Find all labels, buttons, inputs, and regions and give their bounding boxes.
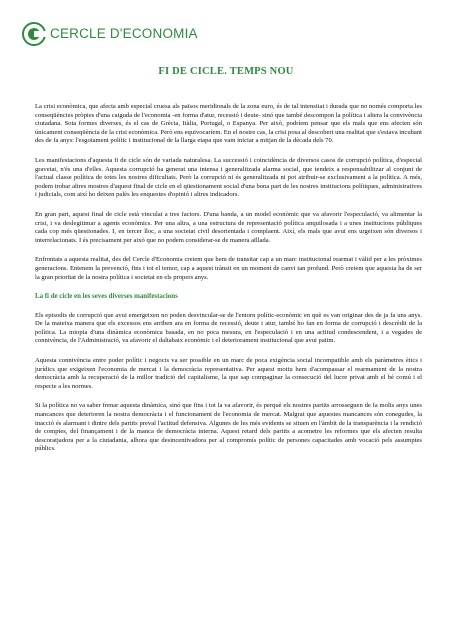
paragraph: La crisi econòmica, que afecta amb especial cruesa als països meridionals de la zona euro, és de tal intensitat i durada que no només comporta les conseqüències pròpies d'una caiguda de l'economia -en forma d'atur, recessió i deute- sinó que també descompon la política i altera la convivència ciutadana. Sota formes diverses, és el cas de Grècia, Itàlia, Portugal, o Espanya. Per això, podríem pensar que els mals que ens afecten són únicament conseqüència de la crisi econòmica. Però ens equivocaríem. En el nostre cas, la crisi posa al descobert una realitat que s'estava incubant des de fa anys: l'esgotament polític i institucional de la llarga etapa que vam iniciar a mitjan de la dècada dels 70. (35, 103, 422, 145)
paragraph: En gran part, aquest final de cicle està vinculat a tres factors. D'una banda, a un model econòmic que va afavorir l'especulació, va alimentar la crisi, i va deslegitimar a agents econòmics. Per una altra, a una estructura de representació política anquilosada i a unes institucions públiques cada cop més qüestionades. I, en tercer lloc, a una societat civil desorientada i complaent. Així, els mals que avui ens urgeixen són diversos i interrelacionats. I és precisament per això que no podem considerar-se de manera aïllada. (35, 210, 422, 244)
paragraph: Els episodis de corrupció que avui emergeixen no poden desvincular-se de l'entorn polític-econòmic en què es van originar des de ja fa uns anys. De la mateixa manera que els excessos ens arriben ara en forma de recessió, deute i atur, també ho fan en forma de corrupció i descrèdit de la política. La miopia d'una dinàmica econòmica basada, en no poca mesura, en l'especulació i en una actitud condescendent, i a vegades de connivència, de l'Administració, va afavorir el daltabaix econòmic i el deteriorament institucional que avui patim. (35, 311, 422, 345)
paragraph: Si la política no va saber frenar aquesta dinàmica, sinó que fins i tot la va afavorir, és perquè els nostres partits arrosseguen de fa molts anys unes mancances que deterioren la nostra democràcia i el funcionament de l'economia de mercat. Malgrat que aquestes mancances són conegudes, la inacció és alarmant i dintre dels partits preval l'actitud defensiva. Algunes de les més evidents se situen en l'àmbit de la transparència i la rendició de comptes, del finançament i de la manca de democràcia interna. Aquest retard dels partits a acometre les reformes que els afecten resulta descoratjadora per a la ciutadania, alhora que desincentivadora per al compromís polític de persones capacitades amb vocació pels assumptes públics. (35, 402, 422, 453)
paragraph: Aquesta connivència entre poder polític i negocis va ser possible en un marc de poca exigència social incompatible amb els paràmetres ètics i jurídics que exigeixen l'economia de mercat i la democràcia representativa. Per aquest motiu hem d'acompassar el rearmament de la nostra democràcia amb la recuperació de la millor tradició del capitalisme, la que sap compaginar la consecució del lucre privat amb el bé comú i el respecte a les normes. (35, 357, 422, 390)
logo-text: CERCLE D'ECONOMIA (50, 26, 198, 42)
paragraph: Les manifestacions d'aquesta fi de cicle són de variada naturalesa. La successió i coincidència de diversos casos de corrupció política, d'especial gravetat, n'és una d'elles. Aquesta corrupció ha generat una intensa i generalitzada alarma social, que tendeix a responsabilitzar al conjunt de l'actual classe política de totes les nostres dificultats. Però la corrupció ni és generalitzada ni pot atribuir-se exclusivament a la política. A més, podem trobar altres mostres d'aquest final de cicle en el qüestionament social d'una bona part de les nostres institucions polítiques, administratives i judicials, com així ho deixen palès les enquestes d'opinió i altres indicadors. (35, 156, 422, 199)
cercle-logo (20, 20, 198, 48)
document-body (35, 103, 422, 465)
page-title: FI DE CICLE. TEMPS NOU (158, 66, 294, 77)
section-heading: La fi de cicle en les seves diverses manifestacions (35, 293, 178, 301)
cercle-logo-icon (20, 20, 48, 48)
paragraph: Enfrontats a aquesta realitat, des del Cercle d'Economia creiem que hem de transitar cap a un marc institucional rearmat i vàlid per a les pròximes generacions. Entenem la prevenció, fins i tot el temor, cap a aquest trànsit en un moment de canvi tan profund. Però creiem que aquesta ha de ser la gran prioritat de la nostra política i societat en els propers anys. (35, 256, 422, 281)
